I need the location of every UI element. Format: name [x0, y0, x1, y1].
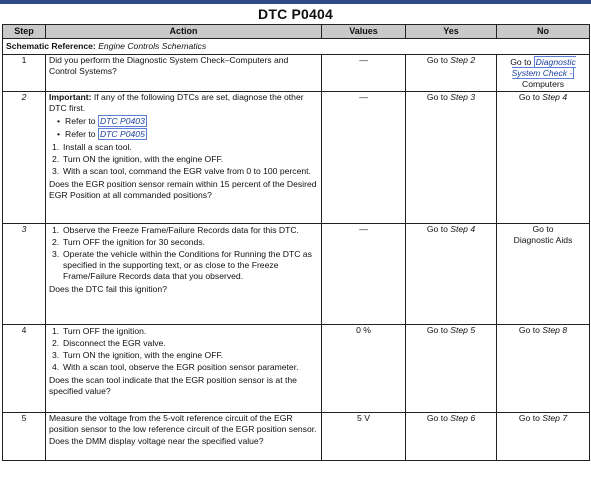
table-row-step-1 — [3, 55, 590, 92]
refer-list — [57, 116, 318, 140]
step-number: 3 — [3, 224, 46, 325]
yes-step-link[interactable]: Step 2 — [450, 55, 476, 65]
instruction-list — [49, 326, 318, 373]
yes-prefix: Go to — [426, 55, 448, 65]
col-header-no: No — [497, 25, 590, 39]
step-number: 2 — [3, 92, 46, 224]
diagnostic-table — [2, 24, 590, 461]
top-border — [0, 0, 591, 4]
dtc-p0405-link[interactable]: DTC P0405 — [99, 129, 145, 139]
no-prefix: Go to — [510, 57, 532, 67]
page-title: DTC P0404 — [258, 6, 333, 22]
instruction-text: Measure the voltage from the 5-volt reference circuit of the EGR position sensor to the low reference circuit of the EGR position sensor. — [49, 413, 317, 434]
dtc-p0403-link[interactable]: DTC P0403 — [99, 116, 145, 126]
step-action — [46, 224, 322, 325]
question-text: Does the DMM display voltage near the specified value? — [49, 436, 264, 446]
diagnostic-aids-link[interactable]: Diagnostic Aids — [513, 235, 573, 245]
no-cell: Go to Step 4 — [497, 92, 590, 224]
list-item: 1. Install a scan tool. — [52, 142, 132, 152]
yes-cell: Go to Step 5 — [406, 325, 497, 413]
no-cell — [497, 55, 590, 92]
col-header-action: Action — [46, 25, 322, 39]
no-step-link[interactable]: Step 8 — [542, 325, 568, 335]
yes-cell — [406, 55, 497, 92]
table-header-row — [3, 25, 590, 39]
step-action — [46, 325, 322, 413]
schematic-reference-row — [3, 39, 590, 55]
step-value: — — [322, 224, 406, 325]
yes-cell: Go to Step 3 — [406, 92, 497, 224]
no-step-link[interactable]: Step 7 — [542, 413, 568, 423]
important-note — [49, 92, 318, 114]
no-cell: Go to Diagnostic Aids — [497, 224, 590, 325]
step-action — [46, 92, 322, 224]
step-action — [46, 55, 322, 92]
no-cell: Go to Step 8 — [497, 325, 590, 413]
yes-step-link[interactable]: Step 6 — [450, 413, 476, 423]
table-row-step-2 — [3, 92, 590, 224]
diagnostic-system-check-link[interactable]: Diagnostic System Check - — [511, 57, 576, 78]
col-header-yes: Yes — [406, 25, 497, 39]
list-item: • Refer to DTC P0403 — [57, 116, 318, 127]
important-label: Important: — [49, 92, 92, 102]
instruction-list — [49, 142, 318, 177]
question-text: Did you perform the Diagnostic System Check–Computers and Control Systems? — [49, 55, 289, 76]
question-text: Does the DTC fail this ignition? — [49, 284, 167, 294]
schematic-reference-label: Schematic Reference: — [6, 41, 96, 51]
list-item: 4. With a scan tool, observe the EGR position sensor parameter. — [52, 362, 299, 372]
yes-cell: Go to Step 4 — [406, 224, 497, 325]
step-value: 5 V — [322, 413, 406, 461]
question-text: Does the scan tool indicate that the EGR position sensor is at the specified value? — [49, 375, 297, 396]
step-number: 4 — [3, 325, 46, 413]
no-step-link[interactable]: Step 4 — [542, 92, 568, 102]
yes-step-link[interactable]: Step 4 — [450, 224, 476, 234]
list-item: 2. Turn OFF the ignition for 30 seconds. — [52, 237, 206, 247]
table-row-step-3 — [3, 224, 590, 325]
list-item: 1. Observe the Freeze Frame/Failure Records data for this DTC. — [52, 225, 299, 235]
step-value: — — [322, 55, 406, 92]
list-item: 3. Turn ON the ignition, with the engine OFF. — [52, 350, 224, 360]
table-row-step-5 — [3, 413, 590, 461]
list-item: 1. Turn OFF the ignition. — [52, 326, 147, 336]
step-value: 0 % — [322, 325, 406, 413]
list-item: 3. Operate the vehicle within the Conditions for Running the DTC as specified in the supporting text, or as close to the Freeze Frame/Failure Records data that you observed. — [52, 249, 312, 281]
no-cell: Go to Step 7 — [497, 413, 590, 461]
step-value: — — [322, 92, 406, 224]
no-suffix: Computers — [521, 79, 565, 89]
list-item: • Refer to DTC P0405 — [57, 129, 318, 140]
schematic-reference — [3, 39, 590, 55]
yes-step-link[interactable]: Step 3 — [450, 92, 476, 102]
table-row-step-4 — [3, 325, 590, 413]
list-item: 3. With a scan tool, command the EGR valve from 0 to 100 percent. — [52, 166, 311, 176]
schematic-reference-value: Engine Controls Schematics — [98, 41, 207, 51]
instruction-list — [49, 225, 318, 282]
question-text: Does the EGR position sensor remain within 15 percent of the Desired EGR Position at all commanded positions? — [49, 179, 317, 200]
yes-cell: Go to Step 6 — [406, 413, 497, 461]
list-item: 2. Disconnect the EGR valve. — [52, 338, 166, 348]
step-action — [46, 413, 322, 461]
step-number: 1 — [3, 55, 46, 92]
step-number: 5 — [3, 413, 46, 461]
col-header-values: Values — [322, 25, 406, 39]
yes-step-link[interactable]: Step 5 — [450, 325, 476, 335]
list-item: 2. Turn ON the ignition, with the engine OFF. — [52, 154, 224, 164]
col-header-step: Step — [3, 25, 46, 39]
important-text: If any of the following DTCs are set, diagnose the other DTC first. — [49, 92, 304, 113]
